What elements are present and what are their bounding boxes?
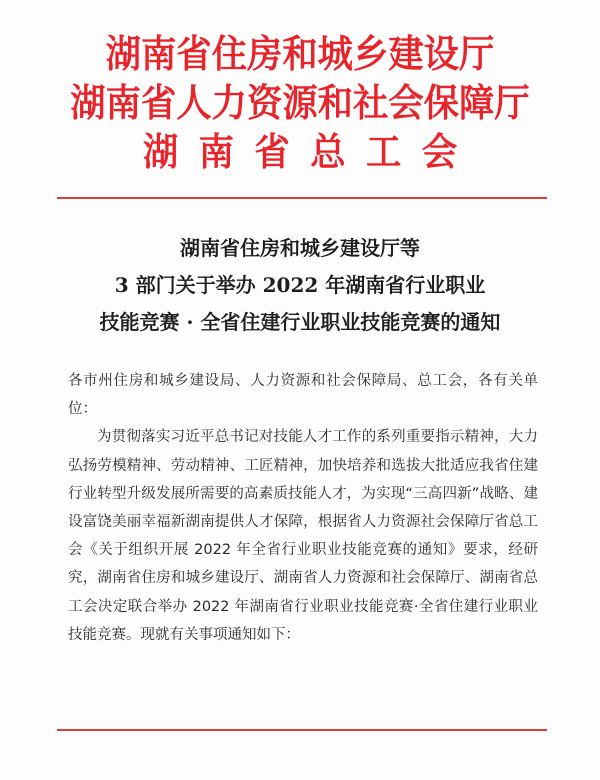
document-title [0,230,600,341]
body-paragraph: 为贯彻落实习近平总书记对技能人才工作的系列重要指示精神，大力弘扬劳模精神、劳动精神、工匠精神，加快培养和选拔大批适应我省住建行业转型升级发展所需要的高素质技能人才，为实现“三高四新”战略、建设富饶美丽幸福新湖南提供人才保障，根据省人力资源社会保障厅省总工会《关于组织开展 2022 年全省行业职业技能竞赛的通知》要求，经研究，湖南省住房和城乡建设厅、湖南省人力资源和社会保障厅、湖南省总工会决定联合举办 2022 年湖南省行业职业技能竞赛·全省住建行业职业技能竞赛。现就有关事项通知如下： [68,429,538,643]
title-line-3: 技能竞赛 · 全省住建行业职业技能竞赛的通知 [99,310,501,334]
header-divider-line [57,197,547,199]
title-line-1: 湖南省住房和城乡建设厅等 [180,236,420,260]
header-line-housing-department: 湖南省住房和城乡建设厅 [105,32,495,76]
title-line-2: 3 部门关于举办 2022 年湖南省行业职业 [114,273,486,297]
header-line-trade-union: 湖南省总工会 [142,130,478,174]
document-body [68,367,538,649]
footer-divider-line [57,729,547,731]
header-line-hr-department: 湖南省人力资源和社会保障厅 [70,81,530,125]
salutation: 各市州住房和城乡建设局、人力资源和社会保障局、总工会，各有关单位： [68,373,538,418]
issuing-authorities-header [0,30,600,177]
